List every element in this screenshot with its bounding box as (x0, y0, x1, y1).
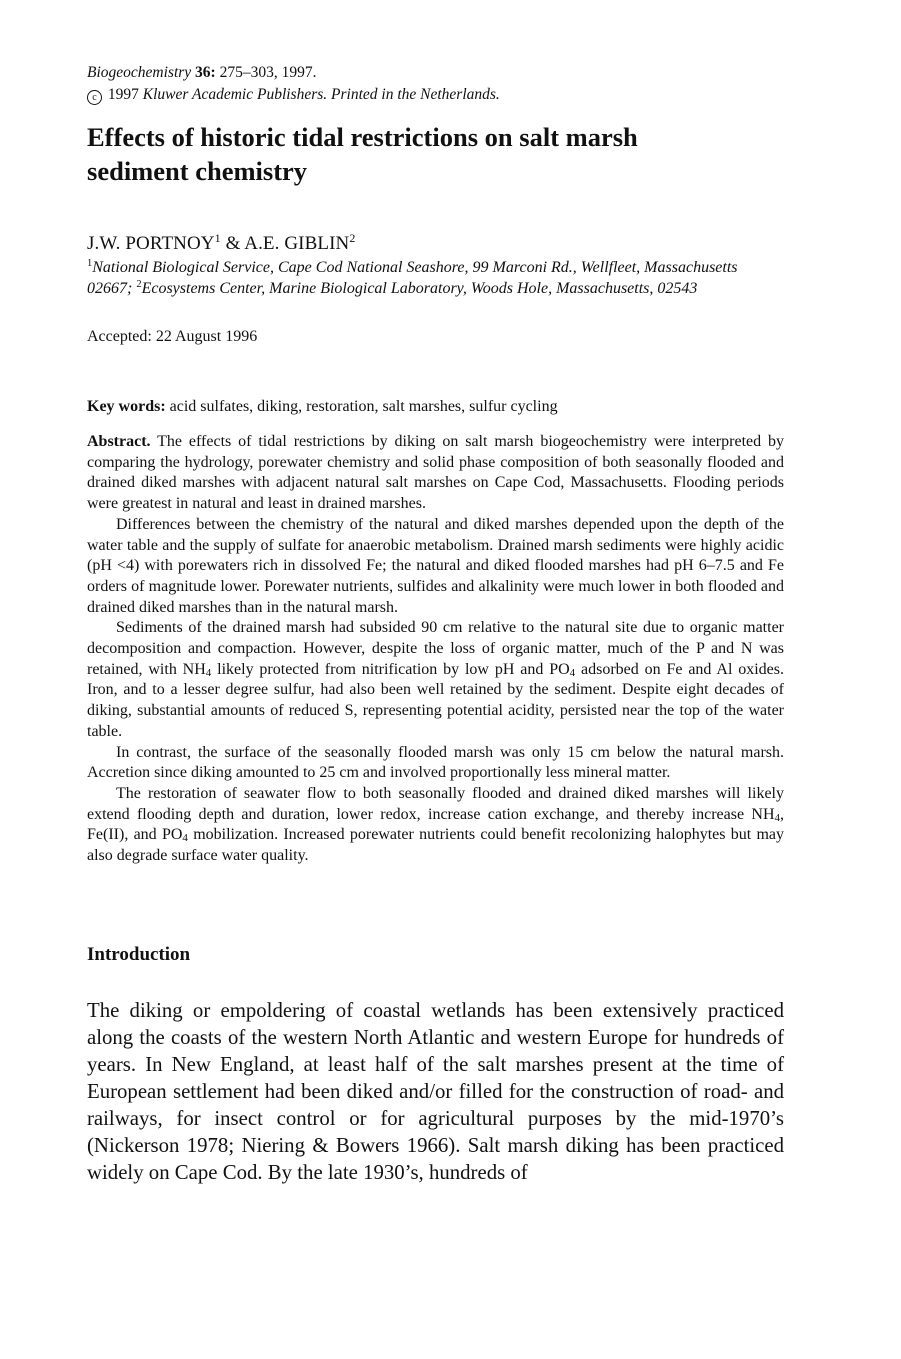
abstract-text: adsorbed on Fe and Al oxides. Iron, and to a lesser degree sulfur, had also been well retained by the sediment. Despite eight decades of diking, substantial amounts of reduced S, representing potential acidity, persisted near the top of the water table. (87, 660, 785, 740)
subscript: 4 (182, 832, 188, 845)
paper-title (87, 120, 784, 188)
paper-title-line: Effects of historic tidal restrictions on salt marsh (87, 122, 638, 152)
abstract-text: , Fe(II), and PO (87, 805, 784, 844)
introduction-body (87, 997, 784, 1186)
abstract-paragraph (87, 618, 784, 742)
abstract-text: mobilization. Increased porewater nutrients could benefit recolonizing halophytes but may also degrade surface water quality. (87, 826, 784, 865)
abstract-text: Differences between the chemistry of the natural and diked marshes depended upon the depth of the water table and the supply of sulfate for anaerobic metabolism. Drained marsh sediments were highly acidic (pH <4) with porewaters rich in dissolved Fe; the natural and diked flooded marshes had pH 6–7.5 and Fe orders of magnitude lower. Porewater nutrients, sulfides and alkalinity were much lower in both flooded and drained diked marshes than in the natural marsh. (87, 515, 784, 616)
abstract-paragraph (87, 515, 784, 619)
journal-pages-year: 275–303, 1997. (219, 64, 317, 81)
introduction-paragraph: The diking or empoldering of coastal wetlands has been extensively practiced along the coasts of the western North Atlantic and western Europe for hundreds of years. In New England, at least half of the salt marshes present at the time of European settlement had been diked and/or filled for the construction of road- and railways, for insect control or for agricultural purposes by the mid-1970’s (Nickerson 1978; Niering & Bowers 1966). Salt marsh diking has been practiced widely on Cape Cod. By the late 1930’s, hundreds of (87, 998, 784, 1184)
abstract-paragraph (87, 432, 784, 515)
subscript: 4 (569, 666, 576, 679)
abstract-paragraph (87, 784, 784, 867)
subscript: 4 (774, 811, 780, 824)
citation-line (87, 62, 784, 84)
abstract (87, 432, 784, 867)
paper-page (87, 62, 784, 1186)
author-list (87, 232, 784, 256)
keywords-text: acid sulfates, diking, restoration, salt marshes, sulfur cycling (169, 398, 558, 415)
section-heading-introduction: Introduction (87, 943, 191, 965)
author-affiliation-marker: 2 (349, 231, 356, 245)
abstract-text: The restoration of seawater flow to both seasonally flooded and drained diked marshes will likely extend flooding depth and duration, lower redox, increase cation exchange, and thereby increase NH (87, 784, 784, 823)
journal-name: Biogeochemistry (87, 64, 192, 81)
copyright-line (87, 84, 784, 106)
author-name: A.E. GIBLIN (244, 233, 350, 254)
author-affiliation-marker: 1 (214, 231, 221, 245)
copyright-year: 1997 (107, 86, 139, 103)
accepted-date: Accepted: 22 August 1996 (87, 328, 258, 345)
abstract-text: likely protected from nitrification by low pH and PO (211, 660, 570, 678)
keywords (87, 396, 784, 417)
copyright-icon: c (87, 90, 102, 105)
subscript: 4 (205, 666, 212, 679)
author-name: J.W. PORTNOY (87, 233, 215, 254)
abstract-paragraph (87, 743, 784, 784)
affiliation-text: Ecosystems Center, Marine Biological Laboratory, Woods Hole, Massachusetts, 02543 (141, 280, 698, 297)
paper-title-line: sediment chemistry (87, 156, 308, 186)
affiliations (87, 257, 784, 299)
author-separator: & (220, 233, 245, 254)
abstract-text: The effects of tidal restrictions by diking on salt marsh biogeochemistry were interpreted by comparing the hydrology, porewater chemistry and solid phase composition of both seasonally flooded and drained diked marshes with adjacent natural salt marshes on Cape Cod, Massachusetts. Flooding periods were greatest in natural and least in drained marshes. (87, 433, 785, 513)
journal-volume: 36: (195, 64, 216, 81)
affiliation-marker: 2 (136, 279, 142, 290)
affiliation-marker: 1 (87, 258, 93, 269)
abstract-text: Sediments of the drained marsh had subsided 90 cm relative to the natural site due to organic matter decomposition and compaction. However, despite the loss of organic matter, much of the P and N was retained, with NH (87, 619, 784, 678)
abstract-text: In contrast, the surface of the seasonally flooded marsh was only 15 cm below the natural marsh. Accretion since diking amounted to 25 cm and involved proportionally less mineral matter. (87, 743, 784, 782)
publisher-line: Kluwer Academic Publishers. Printed in the Netherlands. (142, 86, 500, 103)
affiliation-text: National Biological Service, Cape Cod National Seashore, 99 Marconi Rd., Wellfleet, Massachusetts 02667; (87, 259, 738, 297)
keywords-label: Key words: (87, 398, 166, 415)
abstract-label: Abstract. (87, 433, 151, 450)
journal-header (87, 62, 784, 106)
